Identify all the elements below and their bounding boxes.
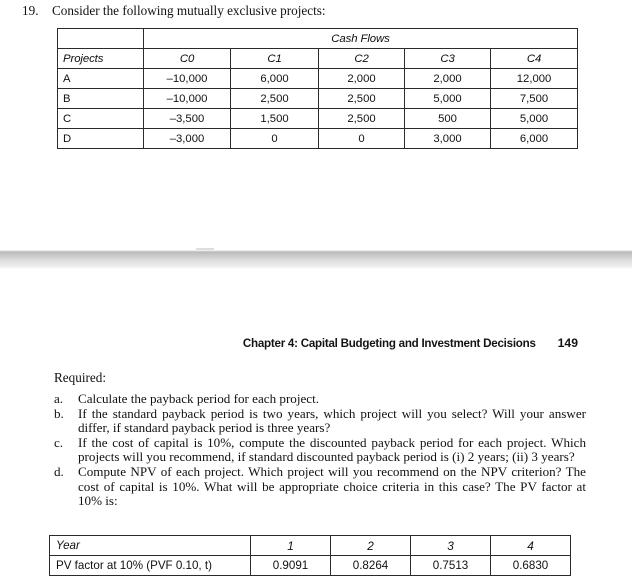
cash-flows-group-header: Cash Flows — [144, 29, 578, 49]
item-text-c: If the cost of capital is 10%, compute the discounted payback period for each project. Which projects will you recommend, if standard discounted payback period is (i) 2 years; (ii) 3 years? — [78, 434, 586, 465]
column-header-c2: C2 — [319, 49, 405, 69]
chapter-title: Chapter 4: Capital Budgeting and Investment Decisions — [242, 337, 536, 350]
cell-c1: 2,500 — [231, 89, 319, 109]
column-header-year-3: 3 — [411, 536, 491, 556]
column-header-year: Year — [50, 536, 251, 556]
table-row — [58, 129, 578, 149]
cell-c1: 6,000 — [231, 69, 319, 89]
cell-c3: 2,000 — [405, 69, 491, 89]
cash-flow-table — [57, 28, 577, 149]
cell-pv-year-4: 0.6830 — [491, 556, 571, 576]
cell-c0: –10,000 — [144, 89, 231, 109]
item-text-a: Calculate the payback period for each project. — [78, 391, 320, 406]
table-row-column-headers — [50, 536, 571, 556]
table-row — [58, 89, 578, 109]
table-row — [58, 69, 578, 89]
cell-c0: –3,000 — [144, 129, 231, 149]
column-header-year-1: 1 — [251, 536, 331, 556]
cell-c0: –10,000 — [144, 69, 231, 89]
column-header-year-4: 4 — [491, 536, 571, 556]
cell-c2: 2,000 — [319, 69, 405, 89]
question-number: 19. — [22, 3, 39, 18]
cell-pv-year-3: 0.7513 — [411, 556, 491, 576]
cell-c2: 0 — [319, 129, 405, 149]
required-item-c — [54, 436, 586, 465]
cell-project: C — [58, 109, 144, 129]
cell-c4: 7,500 — [491, 89, 578, 109]
column-header-c3: C3 — [405, 49, 491, 69]
pv-factor-table — [49, 535, 570, 576]
cell-c4: 12,000 — [491, 69, 578, 89]
item-bullet-d: d. — [54, 463, 64, 479]
cell-c3: 5,000 — [405, 89, 491, 109]
chapter-running-head — [0, 336, 578, 350]
item-text-b: If the standard payback period is two years, which project will you select? Will your answer differ, if standard payback period is three years? — [78, 405, 586, 436]
cell-c1: 1,500 — [231, 109, 319, 129]
scan-separator-band — [0, 250, 632, 269]
table-row — [58, 109, 578, 129]
item-bullet-c: c. — [54, 434, 64, 450]
cell-project: B — [58, 89, 144, 109]
table-row-group-header — [58, 29, 578, 49]
required-item-d — [54, 465, 586, 509]
cell-c2: 2,500 — [319, 89, 405, 109]
required-label: Required: — [54, 370, 107, 385]
column-header-c4: C4 — [491, 49, 578, 69]
item-bullet-b: b. — [54, 405, 64, 421]
cell-pv-year-2: 0.8264 — [331, 556, 411, 576]
cell-project: D — [58, 129, 144, 149]
cell-c3: 500 — [405, 109, 491, 129]
required-item-a — [54, 392, 586, 407]
column-header-c1: C1 — [231, 49, 319, 69]
table-row — [50, 556, 571, 576]
cell-c4: 5,000 — [491, 109, 578, 129]
cell-c3: 3,000 — [405, 129, 491, 149]
page-number: 149 — [557, 336, 578, 350]
empty-corner-cell — [58, 29, 144, 49]
required-item-b — [54, 407, 586, 436]
cell-c1: 0 — [231, 129, 319, 149]
column-header-year-2: 2 — [331, 536, 411, 556]
item-text-d: Compute NPV of each project. Which project will you recommend on the NPV criterion? The cost of capital is 10%. What will be appropriate choice criteria in this case? The PV factor at 10% is: — [78, 463, 586, 509]
cell-c4: 6,000 — [491, 129, 578, 149]
cell-c0: –3,500 — [144, 109, 231, 129]
column-header-projects: Projects — [58, 49, 144, 69]
question-prompt: Consider the following mutually exclusive projects: — [52, 3, 326, 18]
column-header-c0: C0 — [144, 49, 231, 69]
table-row-column-headers — [58, 49, 578, 69]
cell-project: A — [58, 69, 144, 89]
cell-c2: 2,500 — [319, 109, 405, 129]
required-items-list — [54, 392, 586, 509]
item-bullet-a: a. — [54, 391, 64, 406]
cell-pv-year-1: 0.9091 — [251, 556, 331, 576]
question-heading — [22, 2, 622, 19]
cell-pv-row-label: PV factor at 10% (PVF 0.10, t) — [50, 556, 251, 576]
